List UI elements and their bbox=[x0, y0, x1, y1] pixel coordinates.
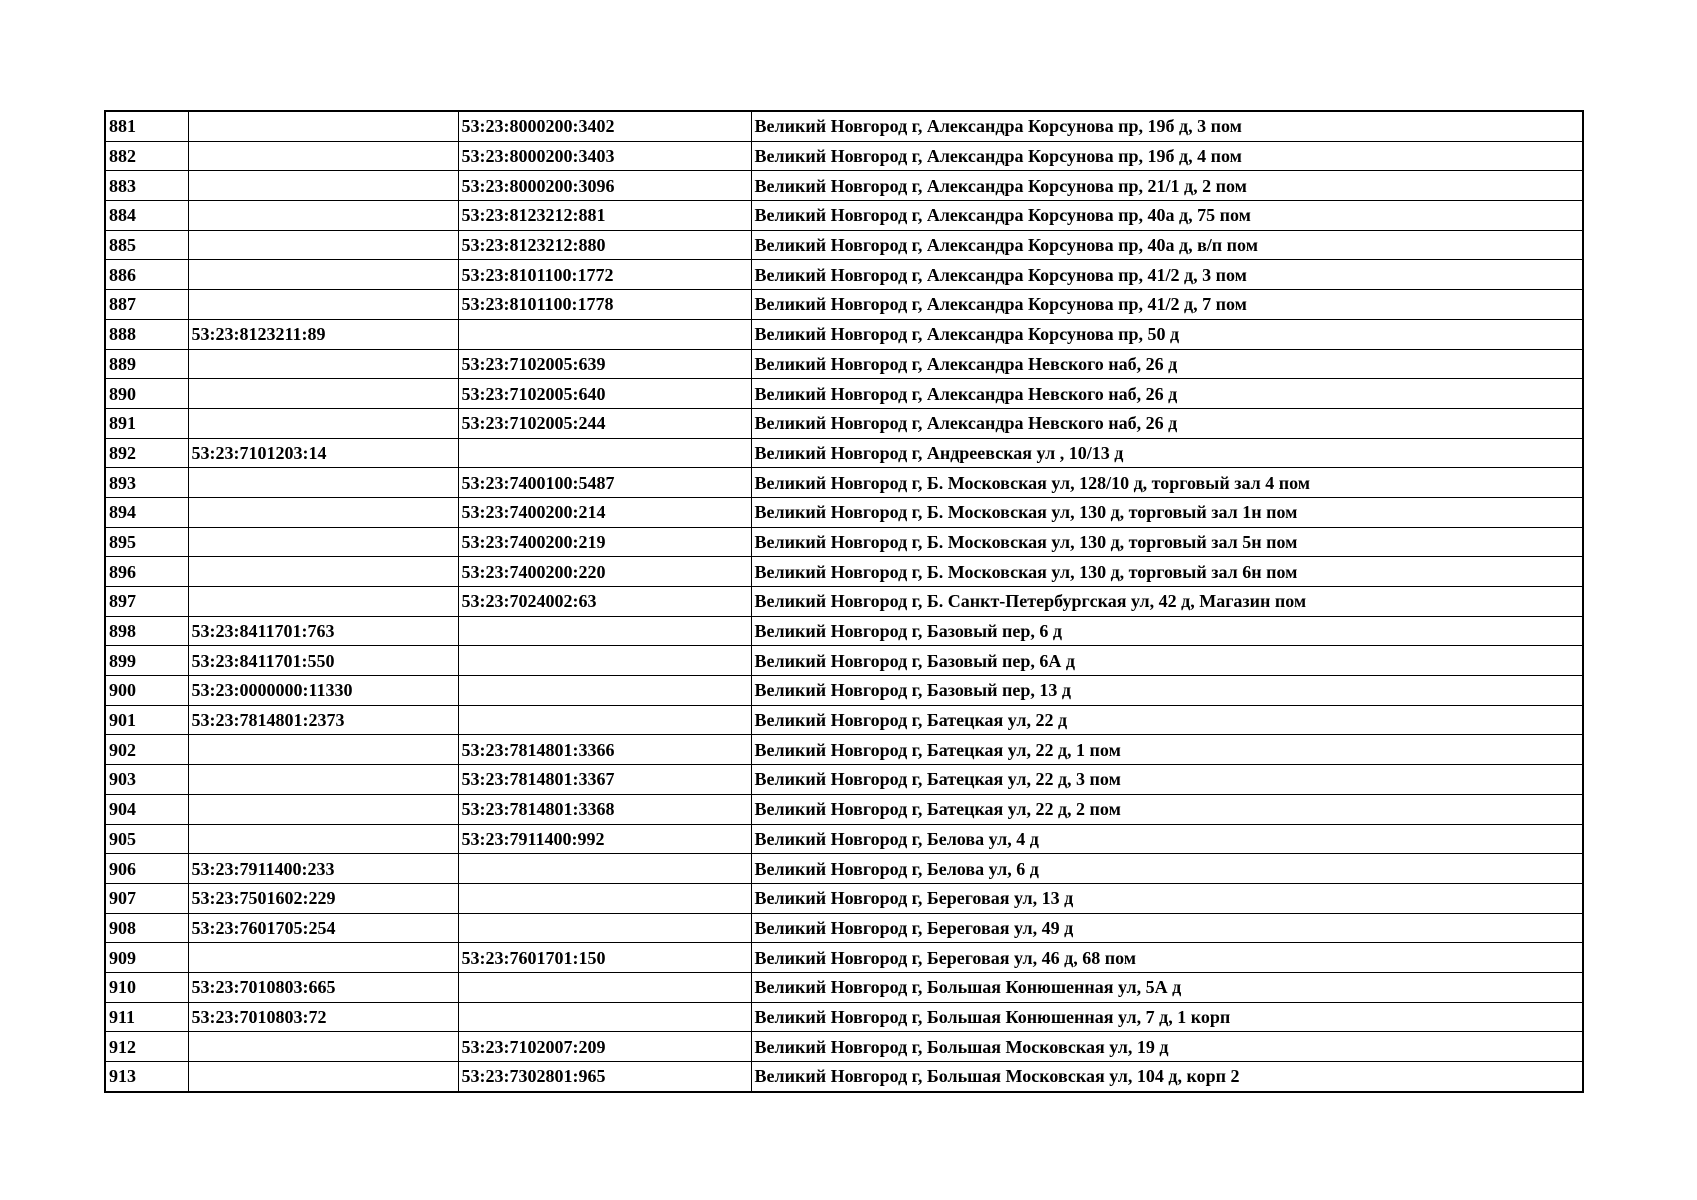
land-cadastral-number-cell: 53:23:8411701:550 bbox=[188, 646, 458, 676]
row-number-cell: 886 bbox=[105, 260, 188, 290]
row-number-cell: 913 bbox=[105, 1062, 188, 1092]
land-cadastral-number-cell bbox=[188, 379, 458, 409]
table-row bbox=[105, 646, 1583, 676]
row-number-cell: 910 bbox=[105, 972, 188, 1002]
land-cadastral-number-cell bbox=[188, 111, 458, 141]
row-number-cell: 891 bbox=[105, 408, 188, 438]
row-number-cell: 911 bbox=[105, 1002, 188, 1032]
table-row bbox=[105, 794, 1583, 824]
row-number-cell: 909 bbox=[105, 943, 188, 973]
table-row bbox=[105, 1032, 1583, 1062]
address-cell: Великий Новгород г, Батецкая ул, 22 д, 1 пом bbox=[751, 735, 1583, 765]
address-cell: Великий Новгород г, Александра Корсунова пр, 40а д, 75 пом bbox=[751, 201, 1583, 231]
land-cadastral-number-cell bbox=[188, 468, 458, 498]
land-cadastral-number-cell bbox=[188, 349, 458, 379]
address-cell: Великий Новгород г, Белова ул, 6 д bbox=[751, 854, 1583, 884]
object-cadastral-number-cell: 53:23:7400200:220 bbox=[458, 557, 751, 587]
object-cadastral-number-cell bbox=[458, 705, 751, 735]
address-cell: Великий Новгород г, Андреевская ул , 10/13 д bbox=[751, 438, 1583, 468]
land-cadastral-number-cell bbox=[188, 527, 458, 557]
land-cadastral-number-cell: 53:23:8123211:89 bbox=[188, 319, 458, 349]
table-row bbox=[105, 438, 1583, 468]
address-cell: Великий Новгород г, Батецкая ул, 22 д, 3 пом bbox=[751, 765, 1583, 795]
address-cell: Великий Новгород г, Большая Московская ул, 19 д bbox=[751, 1032, 1583, 1062]
object-cadastral-number-cell: 53:23:7024002:63 bbox=[458, 587, 751, 617]
object-cadastral-number-cell: 53:23:7400200:214 bbox=[458, 497, 751, 527]
address-cell: Великий Новгород г, Береговая ул, 49 д bbox=[751, 913, 1583, 943]
object-cadastral-number-cell: 53:23:7911400:992 bbox=[458, 824, 751, 854]
address-cell: Великий Новгород г, Базовый пер, 6 д bbox=[751, 616, 1583, 646]
table-row bbox=[105, 705, 1583, 735]
object-cadastral-number-cell bbox=[458, 972, 751, 1002]
table-row bbox=[105, 290, 1583, 320]
row-number-cell: 895 bbox=[105, 527, 188, 557]
table-row bbox=[105, 557, 1583, 587]
address-cell: Великий Новгород г, Александра Невского наб, 26 д bbox=[751, 349, 1583, 379]
address-cell: Великий Новгород г, Белова ул, 4 д bbox=[751, 824, 1583, 854]
land-cadastral-number-cell bbox=[188, 735, 458, 765]
land-cadastral-number-cell bbox=[188, 201, 458, 231]
object-cadastral-number-cell bbox=[458, 676, 751, 706]
row-number-cell: 888 bbox=[105, 319, 188, 349]
object-cadastral-number-cell: 53:23:7102005:640 bbox=[458, 379, 751, 409]
row-number-cell: 887 bbox=[105, 290, 188, 320]
land-cadastral-number-cell: 53:23:7601705:254 bbox=[188, 913, 458, 943]
address-cell: Великий Новгород г, Александра Корсунова пр, 19б д, 3 пом bbox=[751, 111, 1583, 141]
table-row bbox=[105, 587, 1583, 617]
row-number-cell: 885 bbox=[105, 230, 188, 260]
object-cadastral-number-cell: 53:23:7102007:209 bbox=[458, 1032, 751, 1062]
table-row bbox=[105, 676, 1583, 706]
address-cell: Великий Новгород г, Б. Московская ул, 128/10 д, торговый зал 4 пом bbox=[751, 468, 1583, 498]
land-cadastral-number-cell bbox=[188, 497, 458, 527]
object-cadastral-number-cell: 53:23:7400100:5487 bbox=[458, 468, 751, 498]
table-row bbox=[105, 497, 1583, 527]
row-number-cell: 899 bbox=[105, 646, 188, 676]
land-cadastral-number-cell bbox=[188, 943, 458, 973]
table-row bbox=[105, 141, 1583, 171]
address-cell: Великий Новгород г, Базовый пер, 6А д bbox=[751, 646, 1583, 676]
row-number-cell: 882 bbox=[105, 141, 188, 171]
table-row bbox=[105, 408, 1583, 438]
object-cadastral-number-cell bbox=[458, 616, 751, 646]
address-cell: Великий Новгород г, Александра Невского наб, 26 д bbox=[751, 408, 1583, 438]
land-cadastral-number-cell: 53:23:0000000:11330 bbox=[188, 676, 458, 706]
object-cadastral-number-cell: 53:23:8123212:881 bbox=[458, 201, 751, 231]
land-cadastral-number-cell: 53:23:7101203:14 bbox=[188, 438, 458, 468]
table-row bbox=[105, 1062, 1583, 1092]
address-cell: Великий Новгород г, Большая Московская ул, 104 д, корп 2 bbox=[751, 1062, 1583, 1092]
address-cell: Великий Новгород г, Береговая ул, 13 д bbox=[751, 883, 1583, 913]
object-cadastral-number-cell bbox=[458, 438, 751, 468]
row-number-cell: 902 bbox=[105, 735, 188, 765]
object-cadastral-number-cell: 53:23:7814801:3367 bbox=[458, 765, 751, 795]
object-cadastral-number-cell: 53:23:7814801:3368 bbox=[458, 794, 751, 824]
land-cadastral-number-cell bbox=[188, 794, 458, 824]
land-cadastral-number-cell bbox=[188, 1062, 458, 1092]
land-cadastral-number-cell bbox=[188, 141, 458, 171]
table-row bbox=[105, 765, 1583, 795]
object-cadastral-number-cell: 53:23:7601701:150 bbox=[458, 943, 751, 973]
object-cadastral-number-cell: 53:23:8101100:1772 bbox=[458, 260, 751, 290]
row-number-cell: 905 bbox=[105, 824, 188, 854]
object-cadastral-number-cell bbox=[458, 1002, 751, 1032]
address-cell: Великий Новгород г, Александра Корсунова пр, 19б д, 4 пом bbox=[751, 141, 1583, 171]
address-cell: Великий Новгород г, Александра Корсунова пр, 41/2 д, 7 пом bbox=[751, 290, 1583, 320]
row-number-cell: 903 bbox=[105, 765, 188, 795]
address-cell: Великий Новгород г, Б. Московская ул, 130 д, торговый зал 6н пом bbox=[751, 557, 1583, 587]
object-cadastral-number-cell: 53:23:8000200:3403 bbox=[458, 141, 751, 171]
land-cadastral-number-cell bbox=[188, 408, 458, 438]
row-number-cell: 890 bbox=[105, 379, 188, 409]
table-row bbox=[105, 616, 1583, 646]
land-cadastral-number-cell: 53:23:7814801:2373 bbox=[188, 705, 458, 735]
table-row bbox=[105, 201, 1583, 231]
row-number-cell: 908 bbox=[105, 913, 188, 943]
object-cadastral-number-cell bbox=[458, 883, 751, 913]
row-number-cell: 883 bbox=[105, 171, 188, 201]
address-cell: Великий Новгород г, Александра Корсунова пр, 21/1 д, 2 пом bbox=[751, 171, 1583, 201]
object-cadastral-number-cell bbox=[458, 913, 751, 943]
table-row bbox=[105, 379, 1583, 409]
address-cell: Великий Новгород г, Большая Конюшенная ул, 7 д, 1 корп bbox=[751, 1002, 1583, 1032]
land-cadastral-number-cell: 53:23:7911400:233 bbox=[188, 854, 458, 884]
row-number-cell: 896 bbox=[105, 557, 188, 587]
table-row bbox=[105, 171, 1583, 201]
land-cadastral-number-cell bbox=[188, 557, 458, 587]
address-cell: Великий Новгород г, Батецкая ул, 22 д bbox=[751, 705, 1583, 735]
address-cell: Великий Новгород г, Б. Московская ул, 130 д, торговый зал 1н пом bbox=[751, 497, 1583, 527]
address-cell: Великий Новгород г, Базовый пер, 13 д bbox=[751, 676, 1583, 706]
land-cadastral-number-cell: 53:23:8411701:763 bbox=[188, 616, 458, 646]
table-row bbox=[105, 468, 1583, 498]
table-row bbox=[105, 913, 1583, 943]
address-cell: Великий Новгород г, Батецкая ул, 22 д, 2 пом bbox=[751, 794, 1583, 824]
object-cadastral-number-cell: 53:23:8000200:3096 bbox=[458, 171, 751, 201]
table-row bbox=[105, 111, 1583, 141]
object-cadastral-number-cell: 53:23:7400200:219 bbox=[458, 527, 751, 557]
table-row bbox=[105, 1002, 1583, 1032]
table-body bbox=[105, 111, 1583, 1092]
object-cadastral-number-cell: 53:23:8123212:880 bbox=[458, 230, 751, 260]
object-cadastral-number-cell bbox=[458, 646, 751, 676]
row-number-cell: 906 bbox=[105, 854, 188, 884]
row-number-cell: 893 bbox=[105, 468, 188, 498]
row-number-cell: 897 bbox=[105, 587, 188, 617]
address-cell: Великий Новгород г, Александра Корсунова пр, 40а д, в/п пом bbox=[751, 230, 1583, 260]
row-number-cell: 912 bbox=[105, 1032, 188, 1062]
address-cell: Великий Новгород г, Б. Московская ул, 130 д, торговый зал 5н пом bbox=[751, 527, 1583, 557]
table-row bbox=[105, 319, 1583, 349]
row-number-cell: 907 bbox=[105, 883, 188, 913]
table-row bbox=[105, 824, 1583, 854]
object-cadastral-number-cell: 53:23:8101100:1778 bbox=[458, 290, 751, 320]
address-cell: Великий Новгород г, Александра Корсунова пр, 50 д bbox=[751, 319, 1583, 349]
land-cadastral-number-cell: 53:23:7010803:72 bbox=[188, 1002, 458, 1032]
row-number-cell: 894 bbox=[105, 497, 188, 527]
land-cadastral-number-cell: 53:23:7501602:229 bbox=[188, 883, 458, 913]
object-cadastral-number-cell: 53:23:8000200:3402 bbox=[458, 111, 751, 141]
address-cell: Великий Новгород г, Б. Санкт-Петербургская ул, 42 д, Магазин пом bbox=[751, 587, 1583, 617]
table-row bbox=[105, 230, 1583, 260]
row-number-cell: 892 bbox=[105, 438, 188, 468]
land-cadastral-number-cell bbox=[188, 1032, 458, 1062]
address-cell: Великий Новгород г, Александра Невского наб, 26 д bbox=[751, 379, 1583, 409]
address-cell: Великий Новгород г, Александра Корсунова пр, 41/2 д, 3 пом bbox=[751, 260, 1583, 290]
address-cell: Великий Новгород г, Береговая ул, 46 д, 68 пом bbox=[751, 943, 1583, 973]
land-cadastral-number-cell bbox=[188, 171, 458, 201]
object-cadastral-number-cell: 53:23:7102005:244 bbox=[458, 408, 751, 438]
land-cadastral-number-cell: 53:23:7010803:665 bbox=[188, 972, 458, 1002]
row-number-cell: 898 bbox=[105, 616, 188, 646]
property-table bbox=[104, 110, 1584, 1093]
row-number-cell: 901 bbox=[105, 705, 188, 735]
table-row bbox=[105, 943, 1583, 973]
land-cadastral-number-cell bbox=[188, 587, 458, 617]
row-number-cell: 889 bbox=[105, 349, 188, 379]
object-cadastral-number-cell bbox=[458, 319, 751, 349]
object-cadastral-number-cell: 53:23:7814801:3366 bbox=[458, 735, 751, 765]
row-number-cell: 884 bbox=[105, 201, 188, 231]
table-row bbox=[105, 260, 1583, 290]
table-row bbox=[105, 883, 1583, 913]
object-cadastral-number-cell bbox=[458, 854, 751, 884]
row-number-cell: 881 bbox=[105, 111, 188, 141]
land-cadastral-number-cell bbox=[188, 824, 458, 854]
table-row bbox=[105, 527, 1583, 557]
table-row bbox=[105, 972, 1583, 1002]
land-cadastral-number-cell bbox=[188, 765, 458, 795]
address-cell: Великий Новгород г, Большая Конюшенная ул, 5А д bbox=[751, 972, 1583, 1002]
object-cadastral-number-cell: 53:23:7302801:965 bbox=[458, 1062, 751, 1092]
object-cadastral-number-cell: 53:23:7102005:639 bbox=[458, 349, 751, 379]
land-cadastral-number-cell bbox=[188, 260, 458, 290]
row-number-cell: 900 bbox=[105, 676, 188, 706]
table-row bbox=[105, 349, 1583, 379]
table-row bbox=[105, 735, 1583, 765]
land-cadastral-number-cell bbox=[188, 230, 458, 260]
land-cadastral-number-cell bbox=[188, 290, 458, 320]
table-row bbox=[105, 854, 1583, 884]
row-number-cell: 904 bbox=[105, 794, 188, 824]
